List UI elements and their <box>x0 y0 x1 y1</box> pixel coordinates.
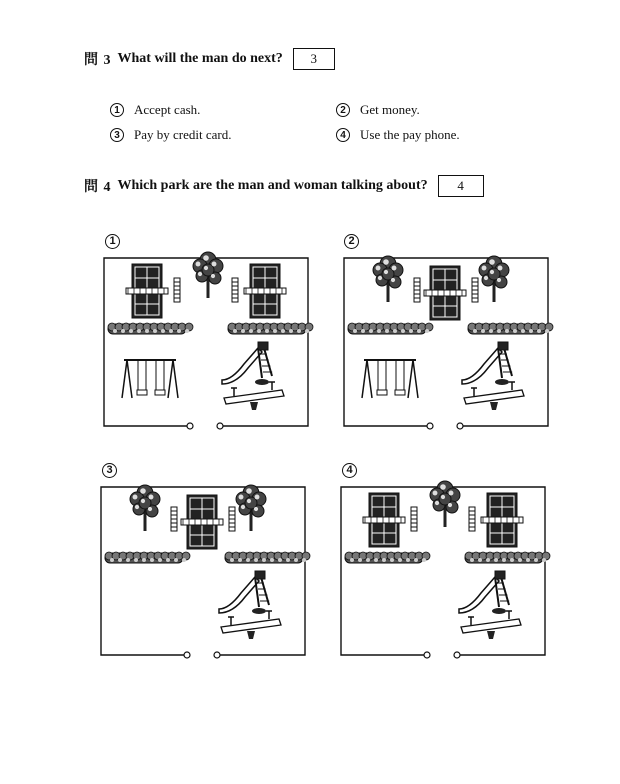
hedge-icon <box>225 552 310 563</box>
map-3-number[interactable] <box>102 460 117 478</box>
question-3-text: What will the man do next? <box>117 51 283 66</box>
seesaw-icon <box>464 382 524 410</box>
question-4-text: Which park are the man and woman talking about? <box>117 178 428 193</box>
q3-option-2[interactable] <box>336 102 420 118</box>
bench-icon <box>229 507 235 531</box>
bench-icon <box>411 507 417 531</box>
hedge-icon <box>468 323 553 334</box>
q3-option-1-text: Accept cash. <box>134 102 201 117</box>
bench-icon <box>174 278 180 302</box>
bench-icon <box>171 507 177 531</box>
park-map-4[interactable] <box>341 487 547 659</box>
park-map-1[interactable] <box>104 258 310 430</box>
entrance-post <box>457 423 463 429</box>
seesaw-icon <box>461 611 521 639</box>
option-number-3-circle: 3 <box>110 128 124 142</box>
entrance-post <box>427 423 433 429</box>
swing-icon <box>122 360 178 398</box>
map-2-number[interactable] <box>344 231 359 249</box>
tennis-court-icon <box>244 264 286 318</box>
seesaw-icon <box>224 382 284 410</box>
park-map-3[interactable] <box>101 487 307 659</box>
q3-option-4-text: Use the pay phone. <box>360 127 460 142</box>
tennis-court-icon <box>424 266 466 320</box>
map-1-number[interactable] <box>105 231 120 249</box>
map-2-number-circle: 2 <box>344 234 359 249</box>
q3-option-2-text: Get money. <box>360 102 420 117</box>
hedge-icon <box>345 552 430 563</box>
hedge-icon <box>348 323 433 334</box>
tennis-court-icon <box>481 493 523 547</box>
entrance-post <box>187 423 193 429</box>
question-4-answer-box[interactable]: 4 <box>438 175 484 197</box>
map-3-number-circle: 3 <box>102 463 117 478</box>
swing-icon <box>362 360 418 398</box>
entrance-post <box>217 423 223 429</box>
q3-option-3[interactable] <box>110 127 231 143</box>
q3-option-1[interactable] <box>110 102 200 118</box>
entrance-post <box>454 652 460 658</box>
q3-option-4[interactable] <box>336 127 460 143</box>
q3-option-3-text: Pay by credit card. <box>134 127 232 142</box>
question-4-number: 問 4 <box>84 180 112 195</box>
map-1-number-circle: 1 <box>105 234 120 249</box>
tree-icon <box>193 252 223 298</box>
entrance-post <box>424 652 430 658</box>
tree-icon <box>373 256 403 302</box>
slide-icon <box>459 571 509 614</box>
slide-icon <box>219 571 269 614</box>
map-4-number-circle: 4 <box>342 463 357 478</box>
tennis-court-icon <box>363 493 405 547</box>
park-map-2[interactable] <box>344 258 550 430</box>
tree-icon <box>236 485 266 531</box>
tree-icon <box>479 256 509 302</box>
slide-icon <box>222 342 272 385</box>
seesaw-icon <box>221 611 281 639</box>
question-3-answer-box[interactable]: 3 <box>293 48 335 70</box>
bench-icon <box>469 507 475 531</box>
tree-icon <box>430 481 460 527</box>
question-3-number: 問 3 <box>84 53 112 68</box>
bench-icon <box>232 278 238 302</box>
hedge-icon <box>465 552 550 563</box>
tree-icon <box>130 485 160 531</box>
hedge-icon <box>105 552 190 563</box>
bench-icon <box>414 278 420 302</box>
tennis-court-icon <box>181 495 223 549</box>
question-4-heading <box>84 175 484 197</box>
slide-icon <box>462 342 512 385</box>
tennis-court-icon <box>126 264 168 318</box>
bench-icon <box>472 278 478 302</box>
hedge-icon <box>108 323 193 334</box>
entrance-post <box>184 652 190 658</box>
map-4-number[interactable] <box>342 460 357 478</box>
option-number-2-circle: 2 <box>336 103 350 117</box>
option-number-4-circle: 4 <box>336 128 350 142</box>
option-number-1-circle: 1 <box>110 103 124 117</box>
entrance-post <box>214 652 220 658</box>
question-3-heading <box>84 48 335 70</box>
hedge-icon <box>228 323 313 334</box>
